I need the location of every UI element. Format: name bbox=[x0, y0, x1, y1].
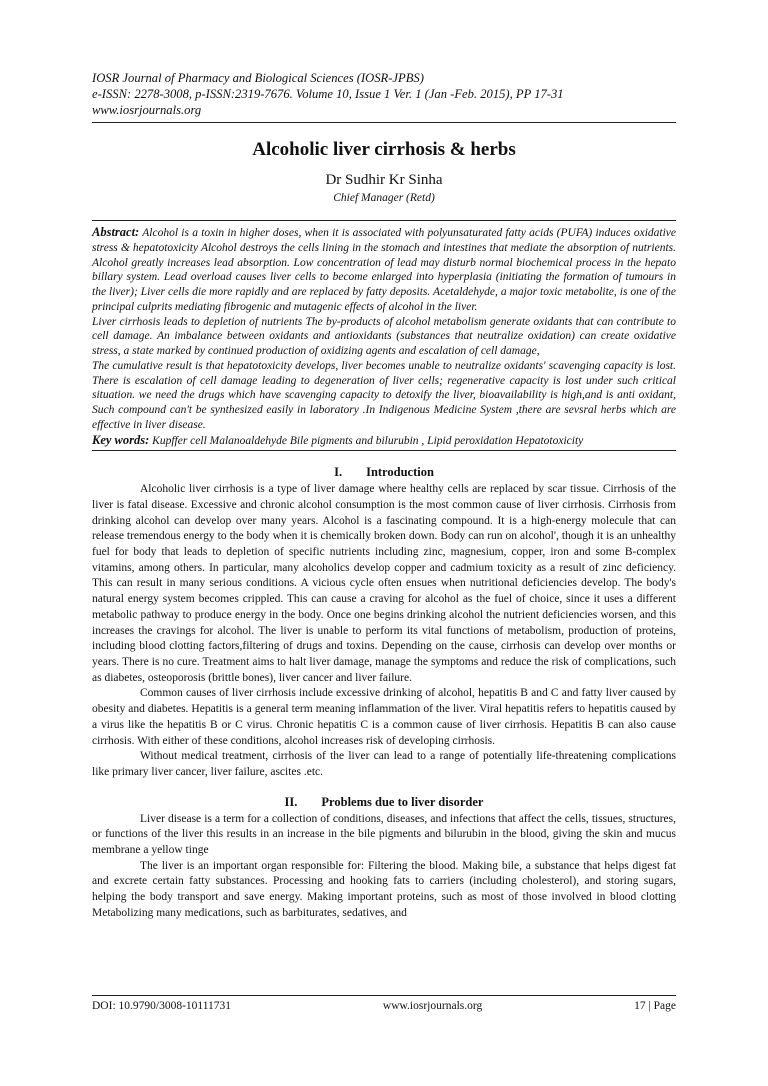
footer-doi: DOI: 10.9790/3008-10111731 bbox=[92, 1000, 232, 1012]
abstract-paragraph-3: The cumulative result is that hepatotoxicity develops, liver becomes unable to neutralize oxidants' scavenging capacity is lost. There is escalation of cell damage leading to degeneration of liver cells; regenerative capacity is lost under such critical situation. we need the drugs which have scavenging capacity to detoxify the liver, bioavailability is high,and is anti oxidant, Such compound can't be synthesized easily in laboratory .In Indigenous Medicine System ,there are sevsral herbs which are effective in liver disease. bbox=[92, 359, 676, 431]
introduction-paragraph-2: Common causes of liver cirrhosis include excessive drinking of alcohol, hepatitis B and C and fatty liver caused by obesity and diabetes. Hepatitis is a general term meaning inflammation of the liver. Viral hepatitis refers to hepatitis caused by a virus like the hepatitis B or C virus. Chronic hepatitis C is a common cause of liver cirrhosis. Hepatitis B can also cause cirrhosis. With either of these conditions, alcohol increases risk of developing cirrhosis. bbox=[92, 687, 676, 747]
section-heading-introduction bbox=[92, 465, 676, 480]
journal-header bbox=[92, 70, 676, 118]
problems-paragraph-2: The liver is an important organ responsible for: Filtering the blood. Making bile, a substance that helps digest fat and excrete certain fatty substances. Processing and hooking fats to carriers (including cholesterol), and storing sugars, helping the body transport and save energy. Making important proteins, such as most of those involved in blood clotting Metabolizing many medications, such as barbiturates, sedatives, and bbox=[92, 859, 676, 919]
section-heading-problems bbox=[92, 795, 676, 810]
abstract-text-1: Alcohol is a toxin in higher doses, when it is associated with polyunsaturated fatty acids (PUFA) induces oxidative stress & hepatotoxicity Alcohol destroys the cells lining in the stomach and intestines that mediate the absorption of nutrients. Alcohol greatly increases lead absorption. Low concentration of lead may disturb normal biochemical process in the hepato billary system. Lead overload causes liver cells to become enlarged into hyperplasia (initiating the formation of tumours in the liver); Liver cells die more rapidly and are replaced by fatty deposits. Acetaldehyde, a major toxic metabolite, is one of the principal culprits mediating fibrogenic and mutagenic effects of alcohol in the liver. bbox=[92, 227, 676, 313]
page-footer bbox=[92, 999, 676, 1013]
author-affiliation: Chief Manager (Retd) bbox=[333, 192, 435, 204]
abstract-paragraph-1 bbox=[92, 225, 676, 315]
keywords-line bbox=[92, 433, 676, 452]
article-author: Dr Sudhir Kr Sinha bbox=[325, 172, 443, 188]
introduction-paragraph-1: Alcoholic liver cirrhosis is a type of liver damage where healthy cells are replaced by scar tissue. Cirrhosis of the liver is fatal disease. Excessive and chronic alcohol consumption is the most common cause of liver cirrhosis. Cirrhosis from drinking alcohol can develop over many years. Alcohol is a fascinating compound. It is a high-energy molecule that can release tremendous energy to the body when it is chemically broken down. Body can run on alcohol', though it is an unhealthy fuel for body that leads to depletion of specific nutrients including zinc, magnesium, copper, iron and some B-complex vitamins, among others. In particular, many alcoholics develop copper and cadmium toxicity as a result of zinc deficiency. This can result in many serious conditions. A vicious cycle often ensues when nutritional deficiencies develop. The body's natural energy system becomes crippled. This can cause a craving for alcohol as the fuel of choice, since it uses a different metabolic pathway to produce energy in the body. Once one begins drinking alcohol the nutrient deficiencies worsen, and this increases the cravings for alcohol. The liver is unable to perform its vital functions of metabolism, production of proteins, including blood clotting factors,filtering of drugs and toxins. Depending on the cause, cirrhosis can develop over months or years. There is no cure. Treatment aims to halt liver damage, manage the symptoms and reduce the risk of complications, such as diabetes, osteoporosis (brittle bones), liver cancer and liver failure. bbox=[92, 483, 676, 684]
footer-divider bbox=[92, 995, 676, 996]
journal-website: www.iosrjournals.org bbox=[92, 103, 202, 117]
article-title: Alcoholic liver cirrhosis & herbs bbox=[252, 139, 516, 160]
problems-paragraph-1: Liver disease is a term for a collection of conditions, diseases, and infections that affect the cells, tissues, structures, or functions of the liver this results in an increase in the bile pigments and bilurubin in the blood, giving the skin and mucus membrane a yellow tinge bbox=[92, 812, 676, 857]
keywords-label: Key words: bbox=[92, 432, 150, 447]
section-number: I. bbox=[334, 465, 343, 480]
abstract-block bbox=[92, 220, 676, 451]
introduction-paragraph-3: Without medical treatment, cirrhosis of the liver can lead to a range of potentially life-threatening complications like primary liver cancer, liver failure, ascites .etc. bbox=[92, 750, 676, 778]
section-title: Problems due to liver disorder bbox=[321, 794, 484, 809]
section-number: II. bbox=[284, 794, 298, 809]
introduction-body bbox=[92, 482, 676, 780]
paper-page bbox=[92, 70, 676, 922]
header-divider bbox=[92, 122, 676, 123]
abstract-paragraph-2: Liver cirrhosis leads to depletion of nutrients The by-products of alcohol metabolism generate oxidants that can contribute to cell damage. An imbalance between oxidants and antioxidants (substances that neutralize oxidation) can create oxidative stress, a state marked by continued production of oxidizing agents and escalation of cell damage, bbox=[92, 315, 676, 357]
footer-page-number: 17 | Page bbox=[634, 1000, 676, 1012]
keywords-text: Kupffer cell Malanoaldehyde Bile pigments and bilurubin , Lipid peroxidation Hepatotoxicity bbox=[149, 434, 584, 447]
footer-website: www.iosrjournals.org bbox=[382, 1000, 483, 1012]
abstract-label: Abstract: bbox=[92, 225, 140, 239]
problems-body bbox=[92, 812, 676, 922]
journal-name: IOSR Journal of Pharmacy and Biological Sciences (IOSR-JPBS) bbox=[92, 71, 424, 85]
section-title: Introduction bbox=[366, 465, 434, 480]
journal-issn-volume: e-ISSN: 2278-3008, p-ISSN:2319-7676. Volume 10, Issue 1 Ver. 1 (Jan -Feb. 2015), PP 17-31 bbox=[92, 87, 564, 101]
